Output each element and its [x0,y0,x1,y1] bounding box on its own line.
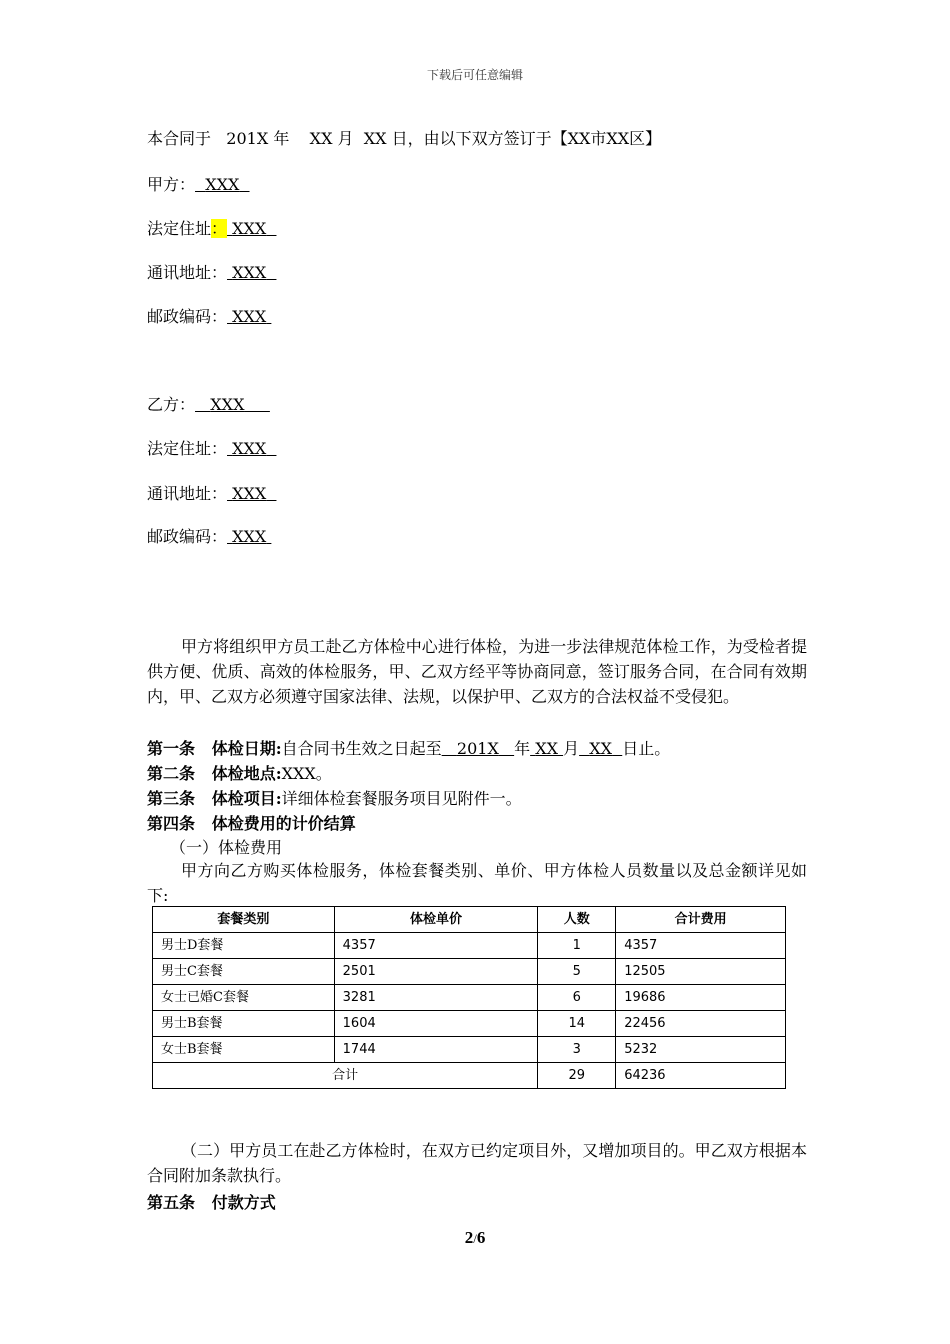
count-cell: 14 [538,1011,616,1037]
amount-cell: 4357 [616,933,786,959]
table-header-row [153,907,786,933]
article-1-day: XX [589,739,613,758]
article-1-month: XX [535,739,558,758]
table-header: 套餐类别 [153,907,335,933]
intro-year: 201X [226,129,269,148]
party-a-mail-address-label: 通讯地址： [147,263,228,282]
page-number [0,1228,950,1248]
article-3 [147,786,522,809]
article-4-sub1-text: 甲方向乙方购买体检服务，体检套餐类别、单价、甲方体检人员数量以及总金额详见如下: [147,861,807,905]
party-a-postal-code: XXX [232,307,267,326]
intro-month-unit: 月 [337,129,354,148]
party-a-legal-address: XXX [232,219,267,238]
party-b-label: 乙方： [147,395,196,414]
package-cell: 男士D套餐 [153,933,335,959]
intro-prefix: 本合同于 [147,129,212,148]
party-b-legal-address-label: 法定住址： [147,439,228,458]
table-row [153,959,786,985]
page-current: 2 [464,1228,474,1247]
count-cell: 5 [538,959,616,985]
article-4-title: 第四条 体检费用的计价结算 [147,814,356,833]
count-cell: 6 [538,985,616,1011]
preamble-paragraph: 甲方将组织甲方员工赴乙方体检中心进行体检，为进一步法律规范体检工作，为受检者提供方便、优质、高效的体检服务，甲、乙双方经平等协商同意，签订服务合同，在合同有效期内，甲、乙双方必须遵守国家法律、法规，以保护甲、乙双方的合法权益不受侵犯。 [147,637,807,706]
total-label-cell: 合计 [153,1063,538,1089]
article-4-sub1-title: （一）体检费用 [170,838,283,857]
package-cell: 男士B套餐 [153,1011,335,1037]
price-cell: 1744 [334,1037,538,1063]
page-separator: / [473,1231,477,1246]
party-b-postal-code-label: 邮政编码： [147,527,228,546]
party-a-postal-code-line [147,304,271,327]
party-a-name: XXX [205,175,240,194]
party-a-mail-address-line [147,260,276,283]
fee-table [152,906,786,1089]
party-a-mail-address: XXX [232,263,267,282]
party-b-legal-address-line [147,436,276,459]
table-header: 人数 [538,907,616,933]
article-1 [147,736,670,759]
article-3-title: 第三条 体检项目: [147,789,282,808]
party-b-name-line [147,392,270,415]
table-header: 体检单价 [334,907,538,933]
article-3-text: 详细体检套餐服务项目见附件一。 [281,789,522,808]
article-2 [147,761,332,784]
price-cell: 4357 [334,933,538,959]
intro-day: XX [363,129,387,148]
party-b-mail-address-label: 通讯地址： [147,484,228,503]
article-1-title: 第一条 体检日期: [147,739,282,758]
package-cell: 女士已婚C套餐 [153,985,335,1011]
party-a-postal-code-label: 邮政编码： [147,307,228,326]
contract-intro [147,126,661,149]
table-row [153,933,786,959]
total-count-cell: 29 [538,1063,616,1089]
article-1-year: 201X [456,739,499,758]
article-5-title: 第五条 付款方式 [147,1193,276,1212]
header-note: 下载后可任意编辑 [426,68,523,82]
article-1-text: 自合同书生效之日起至 [281,739,442,758]
total-amount-cell: 64236 [616,1063,786,1089]
article-1-end: 日止。 [622,739,671,758]
party-a-label: 甲方： [147,175,196,194]
article-1-month-unit: 月 [563,739,580,758]
amount-cell: 19686 [616,985,786,1011]
table-row [153,1011,786,1037]
party-a-name-line [147,172,250,195]
party-b-postal-code: XXX [232,527,267,546]
intro-suffix: 日，由以下双方签订于【XX市XX区】 [391,129,662,148]
page-total: 6 [476,1228,486,1247]
article-1-year-unit: 年 [514,739,531,758]
party-b-legal-address: XXX [232,439,267,458]
count-cell: 1 [538,933,616,959]
amount-cell: 22456 [616,1011,786,1037]
package-cell: 男士C套餐 [153,959,335,985]
article-2-title: 第二条 体检地点: [147,764,282,783]
party-b-name: XXX [210,395,245,414]
amount-cell: 5232 [616,1037,786,1063]
amount-cell: 12505 [616,959,786,985]
price-cell: 2501 [334,959,538,985]
intro-month: XX [309,129,333,148]
party-b-mail-address-line [147,481,276,504]
count-cell: 3 [538,1037,616,1063]
party-b-postal-code-line [147,524,271,547]
price-cell: 1604 [334,1011,538,1037]
article-2-text: XXX。 [281,764,332,783]
table-row [153,1037,786,1063]
intro-year-unit: 年 [273,129,290,148]
highlighted-colon: ： [211,219,228,238]
table-row [153,985,786,1011]
article-4-sub2-text: （二）甲方员工在赴乙方体检时，在双方已约定项目外，又增加项目的。甲乙双方根据本合同附加条款执行。 [147,1141,807,1185]
price-cell: 3281 [334,985,538,1011]
package-cell: 女士B套餐 [153,1037,335,1063]
table-total-row [153,1063,786,1089]
party-a-legal-address-label: 法定住址 [147,219,212,238]
party-a-legal-address-line [147,216,276,239]
table-header: 合计费用 [616,907,786,933]
party-b-mail-address: XXX [232,484,267,503]
